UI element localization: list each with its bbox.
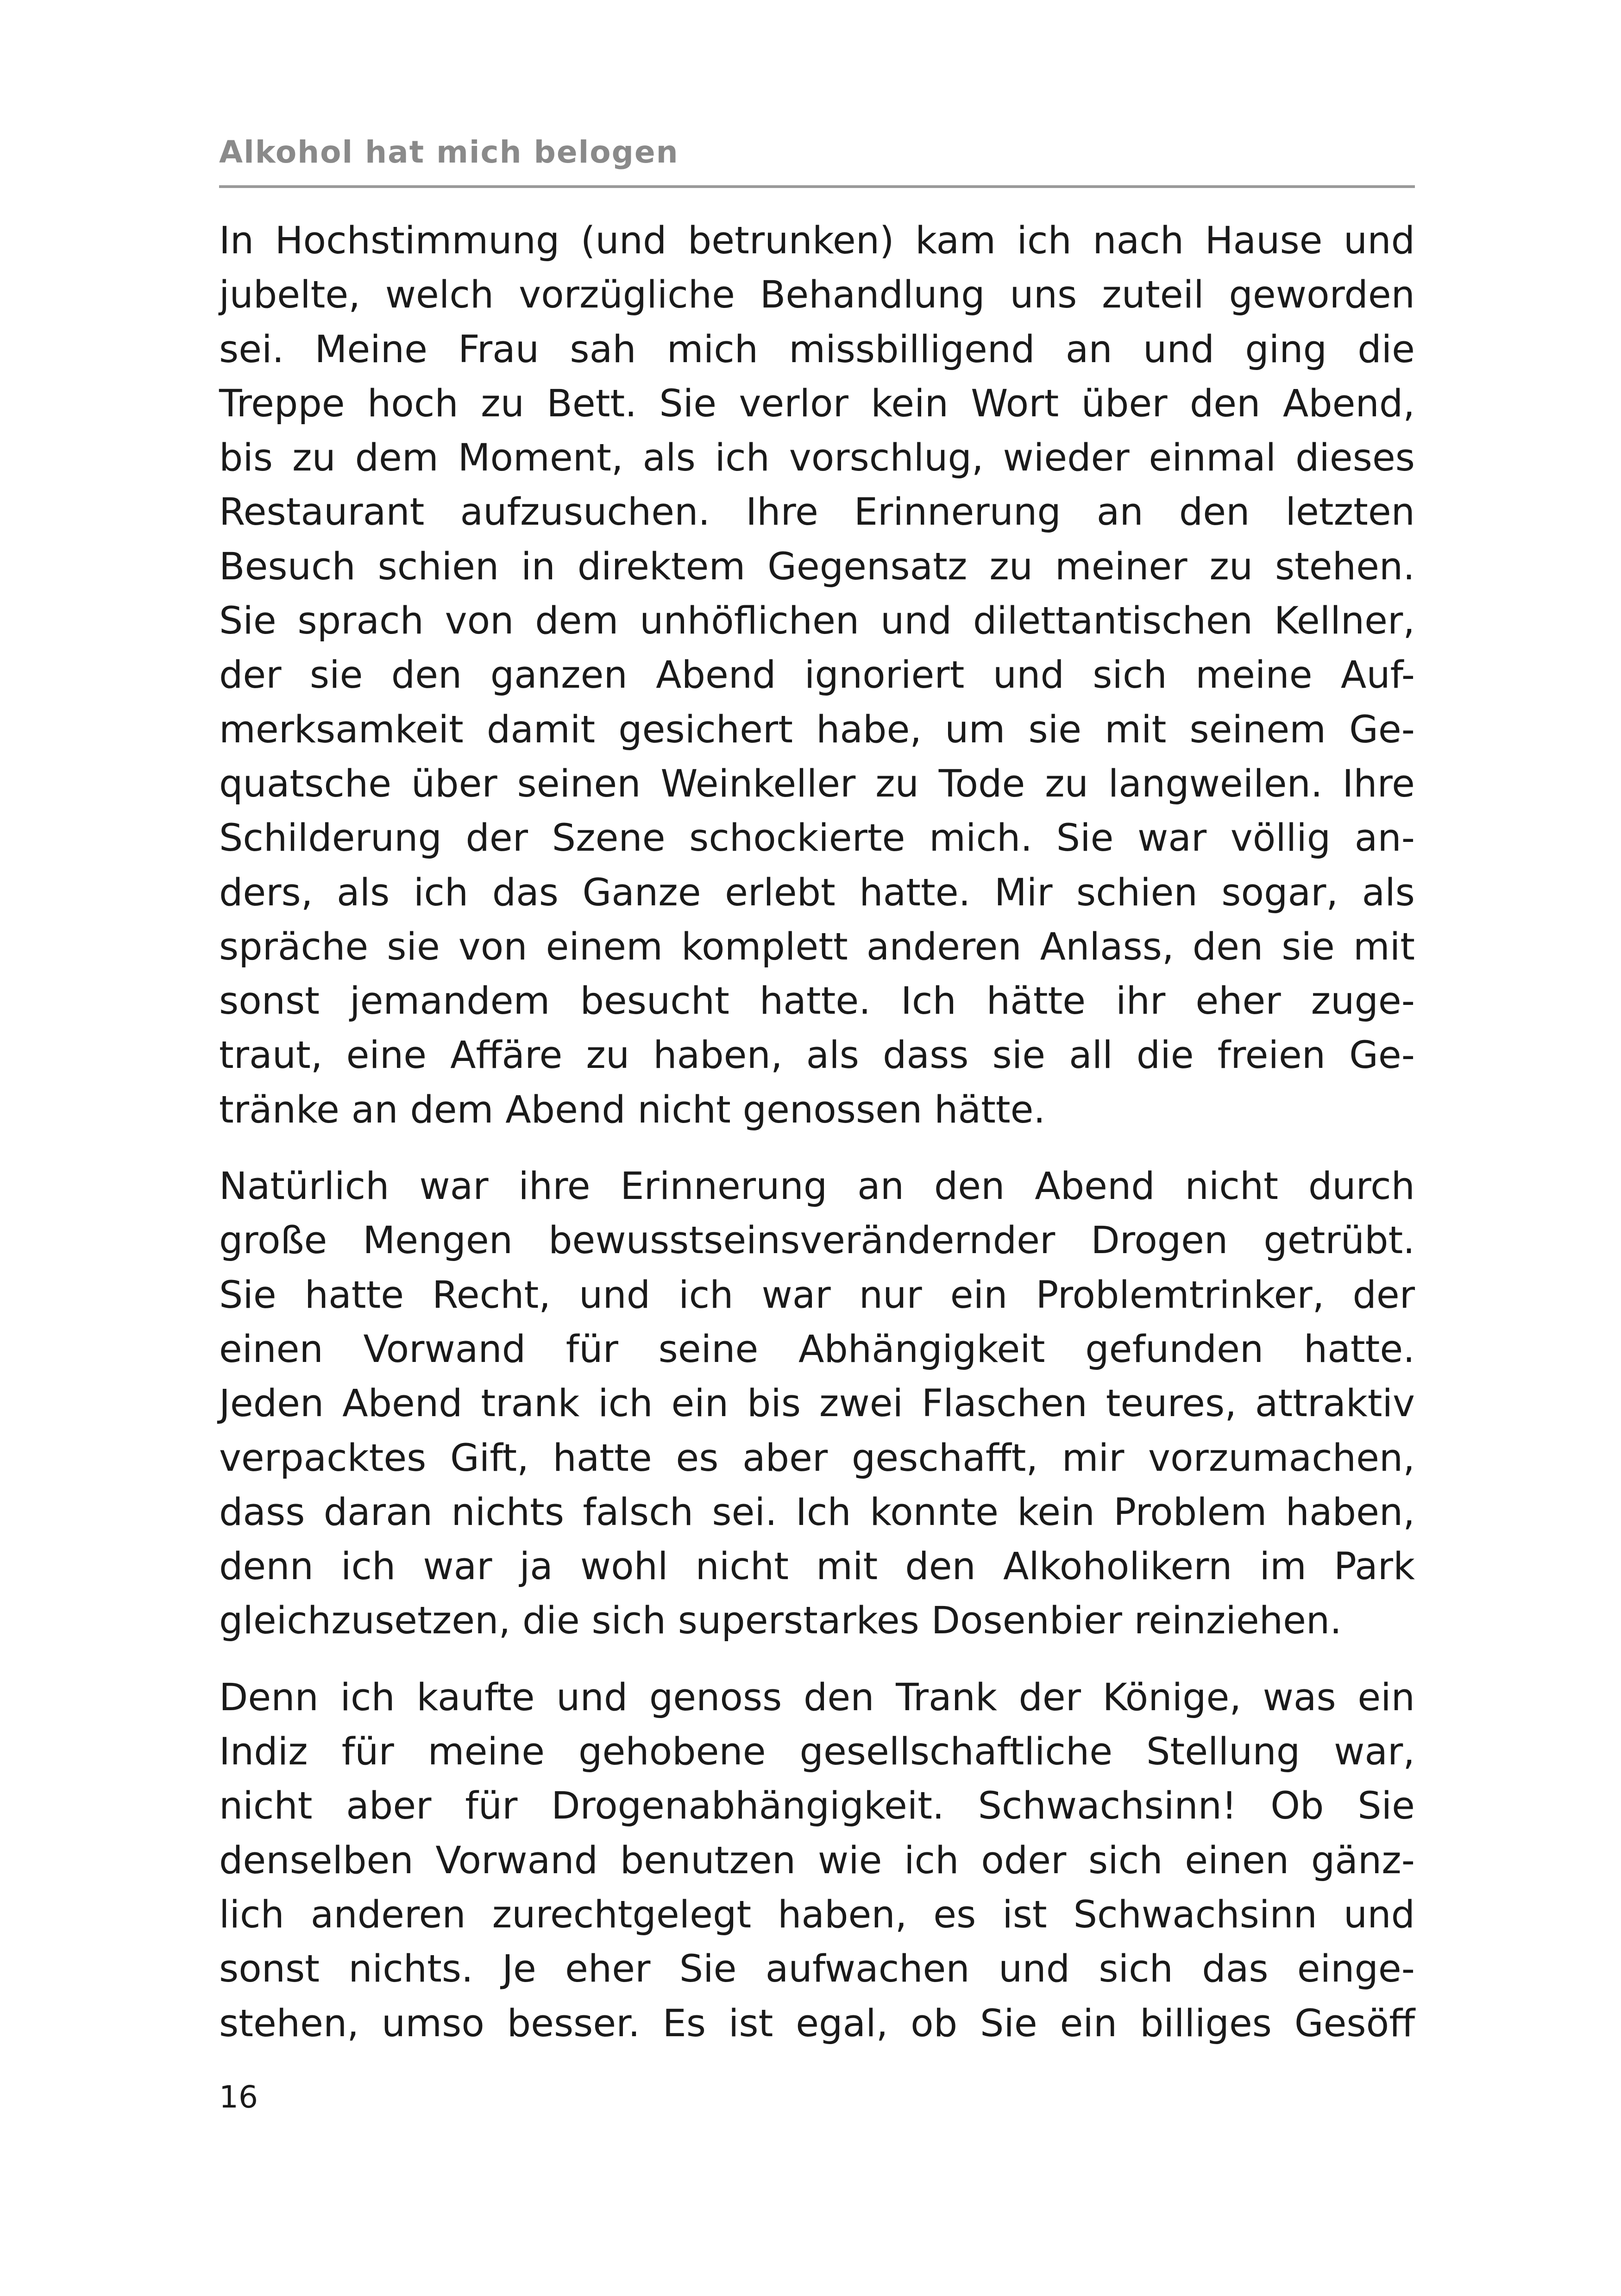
text-line: tränke an dem Abend nicht genossen hätte. — [219, 1088, 1046, 1132]
text-line: Sie hatte Recht, und ich war nur ein Problemtrinker, der — [219, 1273, 1415, 1317]
text-line: Denn ich kaufte und genoss den Trank der Könige, was ein — [219, 1675, 1415, 1719]
text-line: denn ich war ja wohl nicht mit den Alkoholikern im Park — [219, 1545, 1415, 1589]
text-line: dass daran nichts falsch sei. Ich konnte kein Problem haben, — [219, 1490, 1415, 1534]
text-line: sonst jemandem besucht hatte. Ich hätte ihr eher zuge- — [219, 979, 1415, 1023]
text-line: Sie sprach von dem unhöflichen und dilettantischen Kellner, — [219, 599, 1415, 643]
text-line: große Mengen bewusstseinsverändernder Drogen getrübt. — [219, 1219, 1415, 1263]
text-line: sei. Meine Frau sah mich missbilligend an und ging die — [219, 327, 1415, 371]
text-line: denselben Vorwand benutzen wie ich oder sich einen gänz- — [219, 1838, 1415, 1882]
running-head: Alkohol hat mich belogen — [219, 134, 679, 170]
paragraph — [219, 1160, 1415, 1649]
text-line: bis zu dem Moment, als ich vorschlug, wieder einmal dieses — [219, 436, 1415, 480]
text-line: In Hochstimmung (und betrunken) kam ich nach Hause und — [219, 219, 1415, 263]
text-line: Treppe hoch zu Bett. Sie verlor kein Wort über den Abend, — [219, 382, 1415, 426]
text-line: einen Vorwand für seine Abhängigkeit gefunden hatte. — [219, 1327, 1415, 1371]
text-line: Besuch schien in direktem Gegensatz zu meiner zu stehen. — [219, 545, 1415, 589]
text-line: gleichzusetzen, die sich superstarkes Dosenbier reinziehen. — [219, 1599, 1342, 1643]
text-line: nicht aber für Drogenabhängigkeit. Schwachsinn! Ob Sie — [219, 1784, 1415, 1828]
page-number: 16 — [219, 2079, 258, 2115]
text-line: lich anderen zurechtgelegt haben, es ist Schwachsinn und — [219, 1893, 1415, 1937]
body-text — [219, 214, 1415, 2073]
text-line: Schilderung der Szene schockierte mich. Sie war völlig an- — [219, 816, 1415, 860]
text-line: Natürlich war ihre Erinnerung an den Abend nicht durch — [219, 1165, 1415, 1209]
paragraph — [219, 1671, 1415, 2051]
text-line: quatsche über seinen Weinkeller zu Tode zu langweilen. Ihre — [219, 762, 1415, 806]
text-line: ders, als ich das Ganze erlebt hatte. Mir schien sogar, als — [219, 871, 1415, 915]
text-line: traut, eine Affäre zu haben, als dass sie all die freien Ge- — [219, 1034, 1415, 1078]
text-line: merksamkeit damit gesichert habe, um sie mit seinem Ge- — [219, 708, 1415, 752]
text-line: sonst nichts. Je eher Sie aufwachen und sich das einge- — [219, 1947, 1415, 1991]
text-line: der sie den ganzen Abend ignoriert und sich meine Auf- — [219, 653, 1415, 697]
text-line: Restaurant aufzusuchen. Ihre Erinnerung an den letzten — [219, 490, 1415, 534]
text-line: verpacktes Gift, hatte es aber geschafft, mir vorzumachen, — [219, 1436, 1415, 1480]
paragraph — [219, 214, 1415, 1137]
text-line: Jeden Abend trank ich ein bis zwei Flaschen teures, attraktiv — [219, 1382, 1415, 1426]
text-line: stehen, umso besser. Es ist egal, ob Sie ein billiges Gesöff — [219, 2001, 1415, 2045]
text-line: jubelte, welch vorzügliche Behandlung uns zuteil geworden — [219, 273, 1415, 317]
header-rule — [219, 185, 1415, 188]
text-line: spräche sie von einem komplett anderen Anlass, den sie mit — [219, 925, 1415, 969]
text-line: Indiz für meine gehobene gesellschaftliche Stellung war, — [219, 1730, 1415, 1774]
